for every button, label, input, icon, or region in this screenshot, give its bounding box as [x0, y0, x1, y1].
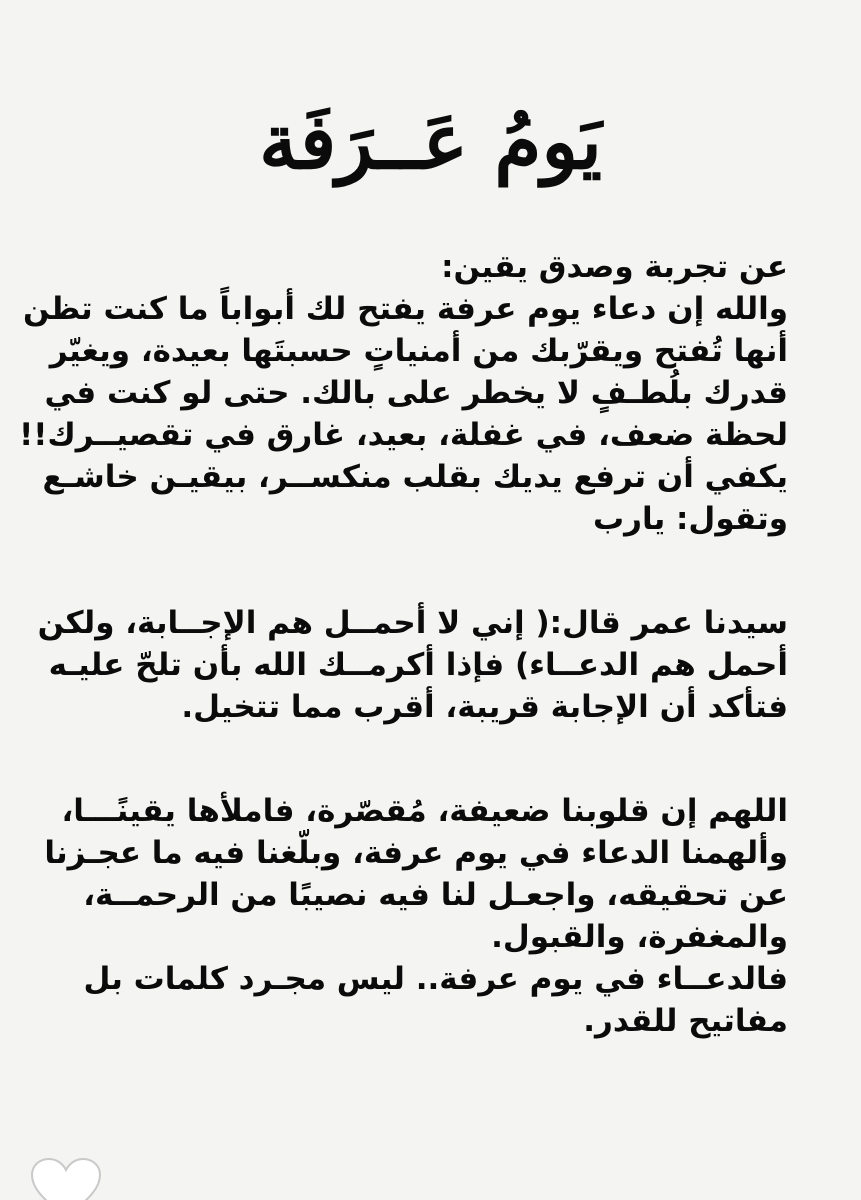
text-line: سيدنا عمر قال:( إني لا أحمــل هم الإجــابة، ولكن	[37, 605, 788, 641]
text-line: مفاتيح للقدر.	[583, 1003, 788, 1039]
text-line: يكفي أن ترفع يديك بقلب منكســر، بيقيـن خاشـع	[42, 459, 788, 495]
body-text	[19, 246, 788, 1042]
text-line: عن تحقيقه، واجعـل لنا فيه نصيبًا من الرحمــة،	[83, 877, 788, 913]
text-line: اللهم إن قلوبنا ضعيفة، مُقصّرة، فاملأها يقينًـــا،	[61, 793, 788, 829]
text-line: قدرك بلُطـفٍ لا يخطر على بالك. حتى لو كنت في	[44, 375, 788, 411]
text-line: والمغفرة، والقبول.	[491, 919, 788, 955]
text-line: أنها تُفتح ويقرّبك من أمنياتٍ حسبتَها بعيدة، ويغيّر	[49, 333, 788, 369]
text-line: فالدعــاء في يوم عرفة.. ليس مجـرد كلمات بل	[83, 961, 788, 997]
paragraph-gap	[88, 728, 788, 790]
paragraph-gap	[88, 540, 788, 602]
page-title: يَومُ عَــرَفَة	[259, 97, 602, 186]
text-line: لحظة ضعف، في غفلة، بعيد، غارق في تقصيــرك!!	[19, 417, 788, 453]
text-line: والله إن دعاء يوم عرفة يفتح لك أبواباً ما كنت تظن	[22, 291, 788, 327]
text-line: وألهمنا الدعاء في يوم عرفة، وبلّغنا فيه ما عجـزنا	[44, 835, 788, 871]
text-line: وتقول: يارب	[592, 501, 788, 537]
text-line: فتأكد أن الإجابة قريبة، أقرب مما تتخيل.	[181, 689, 788, 725]
text-line: أحمل هم الدعــاء) فإذا أكرمــك الله بأن تلحّ عليـه	[48, 647, 788, 683]
text-line: عن تجربة وصدق يقين:	[441, 249, 788, 285]
paragraph	[44, 790, 788, 1042]
heart-icon[interactable]	[30, 1158, 102, 1200]
paragraph	[37, 602, 788, 728]
paragraph	[19, 246, 788, 540]
